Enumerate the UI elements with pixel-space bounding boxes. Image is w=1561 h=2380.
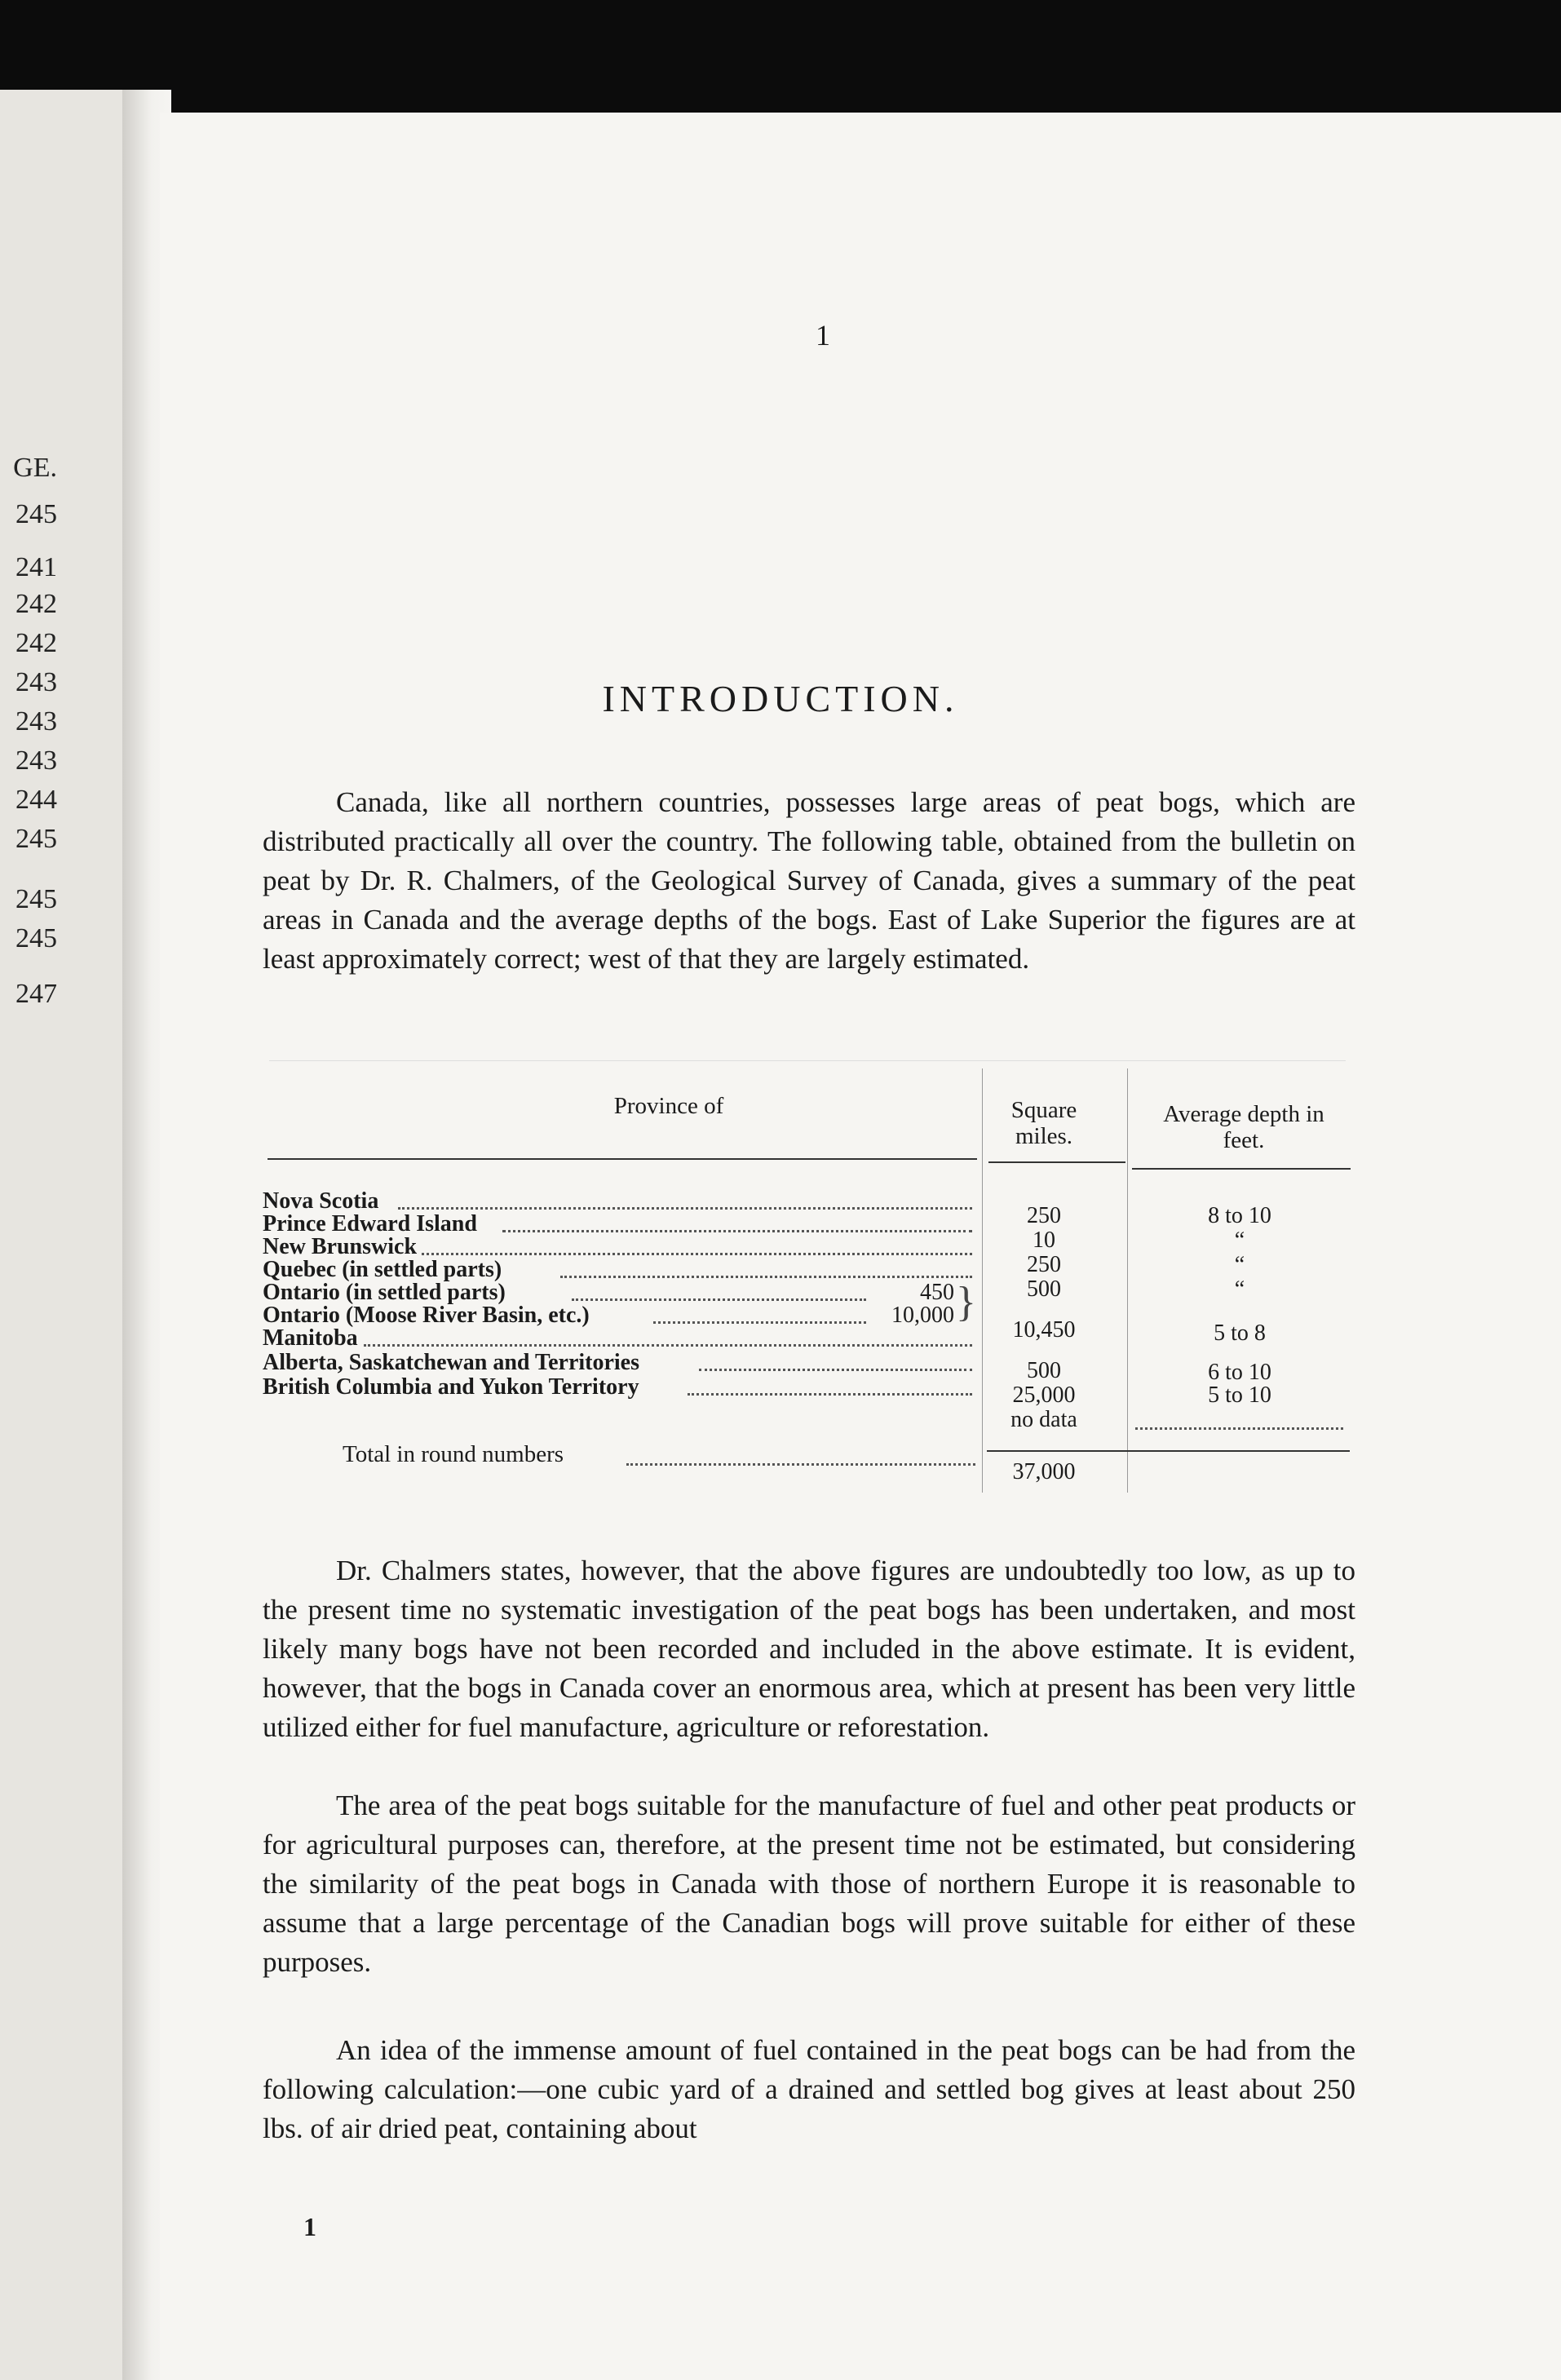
header-rule-depth [1132, 1168, 1351, 1170]
paragraph-3 [263, 1786, 1355, 1982]
intro-paragraph [263, 783, 1355, 979]
table-row-subvalue: 450 [920, 1280, 954, 1305]
table-row-leader-dots [422, 1251, 972, 1255]
table-row-leader-dots [572, 1297, 866, 1301]
depth-no-data-dots [1135, 1426, 1343, 1430]
header-rule-square-miles [988, 1161, 1125, 1163]
table-row-province: Manitoba [263, 1325, 358, 1351]
left-page-number: 243 [15, 667, 57, 697]
total-dots [626, 1462, 975, 1466]
left-page-number: 245 [15, 923, 57, 953]
table-row-square-miles: 10 [1033, 1228, 1055, 1253]
table-row-square-miles: no data [1010, 1407, 1077, 1432]
total-rule [987, 1450, 1350, 1452]
table-row-province: Ontario (Moose River Basin, etc.) [263, 1303, 590, 1328]
table-row-leader-dots [688, 1391, 972, 1396]
column-divider-2 [1127, 1068, 1128, 1493]
table-top-rule [269, 1060, 1346, 1061]
table-row-square-miles: 500 [1027, 1276, 1061, 1302]
table-row-square-miles: 10,450 [1012, 1317, 1076, 1343]
paragraph-2 [263, 1551, 1355, 1747]
table-row-depth: “ [1234, 1276, 1245, 1302]
table-row-province: Quebec (in settled parts) [263, 1257, 502, 1282]
left-page-number: 245 [15, 499, 57, 529]
left-page-number: 245 [15, 884, 57, 914]
table-row-square-miles: 250 [1027, 1252, 1061, 1277]
table-row-leader-dots [560, 1274, 972, 1278]
header-rule-province [268, 1158, 977, 1160]
table-row-depth: “ [1234, 1252, 1245, 1277]
table-row-leader-dots [699, 1367, 972, 1371]
left-page-number: 241 [15, 552, 57, 582]
intro-paragraph-text: Canada, like all northern countries, possesses large areas of peat bogs, which are distributed practically all over the country. The following table, obtained from the bulletin on peat by Dr. R. Chalmers, of the Geological Survey of Canada, gives a summary of the peat areas in Canada and the average depths of the bogs. East of Lake Superior the figures are at least approximately correct; west of that they are largely estimated. [263, 786, 1355, 975]
table-row-province: Nova Scotia [263, 1188, 379, 1214]
table-row-square-miles: 250 [1027, 1203, 1061, 1228]
left-page-number: 247 [15, 979, 57, 1009]
left-page-number: GE. [13, 453, 57, 483]
table-row-leader-dots [398, 1205, 972, 1210]
paragraph-4 [263, 2031, 1355, 2148]
table-row-province: British Columbia and Yukon Territory [263, 1374, 639, 1400]
header-average-depth: Average depth in feet. [1163, 1101, 1324, 1153]
total-label: Total in round numbers [343, 1441, 564, 1467]
table-row-depth: 8 to 10 [1208, 1203, 1271, 1228]
table-row-depth: 5 to 10 [1208, 1382, 1271, 1408]
table-row-square-miles: 25,000 [1012, 1382, 1076, 1408]
paragraph-2-text: Dr. Chalmers states, however, that the above figures are undoubtedly too low, as up to the present time no systematic investigation of the peat bogs has been undertaken, and most likely many bogs have not been recorded and included in the above estimate. It is evident, however, that the bogs in Canada cover an enormous area, which at present has been very little utilized either for fuel manufacture, agriculture or reforestation. [263, 1555, 1355, 1743]
table-row-province: Ontario (in settled parts) [263, 1280, 506, 1305]
header-province: Province of [613, 1093, 724, 1119]
table-row-depth: 5 to 8 [1214, 1321, 1266, 1346]
table-row-leader-dots [364, 1343, 972, 1347]
header-square-miles: Square miles. [1010, 1097, 1077, 1149]
table-row-province: New Brunswick [263, 1234, 418, 1259]
left-page-number: 243 [15, 706, 57, 737]
table-row-leader-dots [502, 1228, 972, 1232]
paragraph-3-text: The area of the peat bogs suitable for the manufacture of fuel and other peat products or for agricultural purposes can, therefore, at the present time not be estimated, but considering the similarity of the peat bogs in Canada with those of northern Europe it is reasonable to assume that a large percentage of the Canadian bogs will prove suitable for either of these purposes. [263, 1789, 1355, 1978]
column-divider-1 [982, 1068, 983, 1493]
signature-mark: 1 [303, 2212, 316, 2241]
section-heading: INTRODUCTION. [602, 678, 959, 719]
left-page-number: 243 [15, 745, 57, 776]
total-value: 37,000 [1012, 1459, 1076, 1484]
table-row-depth: “ [1234, 1228, 1245, 1253]
table-row-subvalue: 10,000 [891, 1303, 954, 1328]
table-row-leader-dots [653, 1320, 866, 1324]
left-page-number: 244 [15, 785, 57, 815]
table-row-province: Prince Edward Island [263, 1211, 477, 1236]
left-page-number: 242 [15, 589, 57, 619]
table-row-square-miles: 500 [1027, 1358, 1061, 1383]
table-row-depth: 6 to 10 [1208, 1360, 1271, 1385]
paragraph-4-text: An idea of the immense amount of fuel contained in the peat bogs can be had from the following calculation:—one cubic yard of a drained and settled bog gives at least about 250 lbs. of air dried peat, containing about [263, 2034, 1355, 2144]
left-page-number: 245 [15, 824, 57, 854]
table-row-province: Alberta, Saskatchewan and Territories [263, 1350, 639, 1375]
ontario-brace: } [956, 1279, 976, 1325]
left-page-number: 242 [15, 628, 57, 658]
page-number: 1 [816, 319, 830, 352]
